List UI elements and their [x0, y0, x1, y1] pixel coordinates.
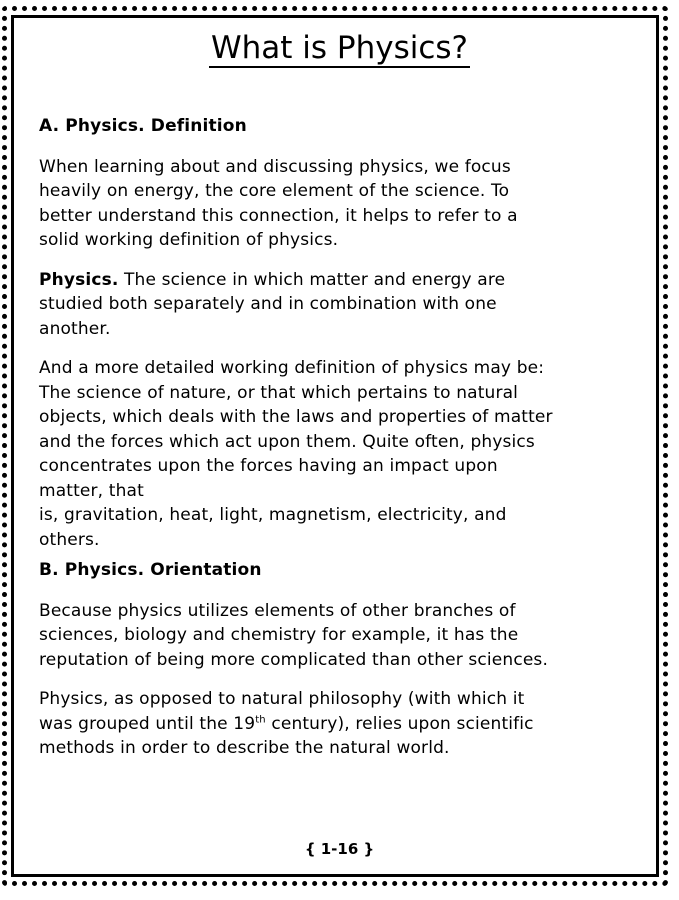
page-title [0, 26, 679, 70]
text-line: The science of nature, or that which pertains to natural [39, 382, 519, 403]
text-line: another. [39, 318, 111, 339]
detailed-definition-paragraph [39, 356, 659, 552]
text-line: reputation of being more complicated than other sciences. [39, 649, 548, 670]
section-b-heading: B. Physics. Orientation [39, 560, 262, 580]
section-a-paragraph-1 [39, 155, 659, 253]
text-line: sciences, biology and chemistry for example, it has the [39, 625, 519, 645]
text-line: solid working definition of physics. [39, 230, 339, 250]
section-b-paragraph-2 [39, 687, 659, 761]
page-number: { 1-16 } [304, 840, 375, 858]
text-line: methods in order to describe the natural world. [39, 738, 450, 758]
section-a-heading: A. Physics. Definition [39, 116, 247, 136]
text-line: studied both separately and in combination with one [39, 294, 497, 314]
text-line: When learning about and discussing physics, we focus [39, 156, 511, 177]
page-title-text: What is Physics? [210, 30, 469, 66]
document-body [39, 114, 659, 761]
text-line: matter, that [39, 480, 144, 501]
text-line: better understand this connection, it helps to refer to a [39, 205, 518, 226]
superscript-th: th [255, 713, 266, 725]
text-line: The science in which matter and energy are [118, 269, 506, 290]
text-line: objects, which deals with the laws and properties of matter [39, 407, 553, 427]
section-b-paragraph-1 [39, 599, 659, 673]
text-line: and the forces which act upon them. Quite often, physics [39, 431, 535, 452]
text-line: Physics, as opposed to natural philosophy (with which it [39, 689, 525, 709]
text-line: is, gravitation, heat, light, magnetism, electricity, and [39, 505, 507, 525]
text-line: century), relies upon scientific [265, 713, 534, 734]
definition-term: Physics. [39, 269, 119, 290]
text-line: concentrates upon the forces having an impact upon [39, 456, 498, 476]
text-line: And a more detailed working definition of physics may be: [39, 358, 545, 378]
text-line: others. [39, 529, 100, 550]
text-line: heavily on energy, the core element of the science. To [39, 181, 510, 201]
text-line: was grouped until the 19 [39, 713, 256, 734]
physics-definition-paragraph [39, 268, 659, 342]
text-line: Because physics utilizes elements of other branches of [39, 600, 516, 621]
